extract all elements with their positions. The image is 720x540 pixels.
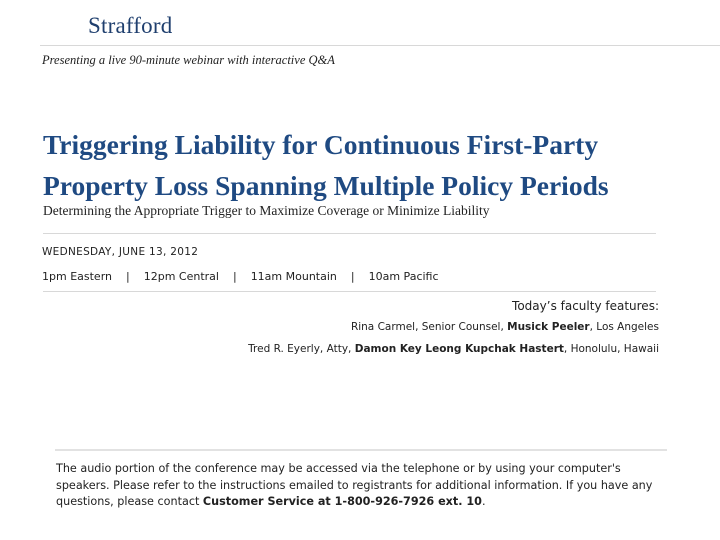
strafford-logo: Strafford bbox=[88, 13, 173, 38]
divider-middle bbox=[43, 291, 656, 292]
webinar-title: Triggering Liability for Continuous First-Party Property Loss Spanning Multiple Policy Periods bbox=[43, 129, 609, 201]
faculty-heading: Today’s faculty features: bbox=[512, 299, 659, 313]
time-central: 12pm Central bbox=[143, 270, 219, 283]
time-mountain: 11am Mountain bbox=[250, 270, 337, 283]
time-separator: | bbox=[350, 270, 355, 283]
header-divider bbox=[40, 45, 720, 46]
time-pacific: 10am Pacific bbox=[368, 270, 439, 283]
customer-service-contact: Customer Service at 1-800-926-7926 ext. 10 bbox=[202, 495, 482, 508]
faculty-firm: Damon Key Leong Kupchak Hastert bbox=[354, 343, 564, 355]
time-separator: | bbox=[232, 270, 237, 283]
faculty-location: , Los Angeles bbox=[589, 321, 659, 333]
webinar-times bbox=[42, 270, 439, 283]
time-eastern: 1pm Eastern bbox=[42, 270, 112, 283]
tagline: Presenting a live 90-minute webinar with interactive Q&A bbox=[42, 53, 335, 67]
faculty-location: , Honolulu, Hawaii bbox=[563, 343, 659, 355]
divider-top bbox=[43, 233, 656, 234]
webinar-date: WEDNESDAY, JUNE 13, 2012 bbox=[42, 246, 199, 258]
faculty-member bbox=[351, 321, 659, 333]
audio-notice-end: . bbox=[481, 495, 486, 508]
audio-notice-text: The audio portion of the conference may be accessed via the telephone or by using your computer's speakers. Please refer to the instructions emailed to registrants for additional information. If you have any questions, please contact bbox=[56, 462, 653, 508]
audio-notice bbox=[56, 461, 656, 511]
time-separator: | bbox=[126, 270, 130, 283]
divider-bottom bbox=[55, 449, 667, 451]
webinar-subtitle: Determining the Appropriate Trigger to Maximize Coverage or Minimize Liability bbox=[43, 203, 490, 218]
faculty-member bbox=[248, 343, 659, 355]
faculty-name-title: Tred R. Eyerly, Atty, bbox=[248, 343, 355, 355]
faculty-name-title: Rina Carmel, Senior Counsel, bbox=[350, 321, 508, 333]
faculty-firm: Musick Peeler bbox=[507, 321, 590, 333]
